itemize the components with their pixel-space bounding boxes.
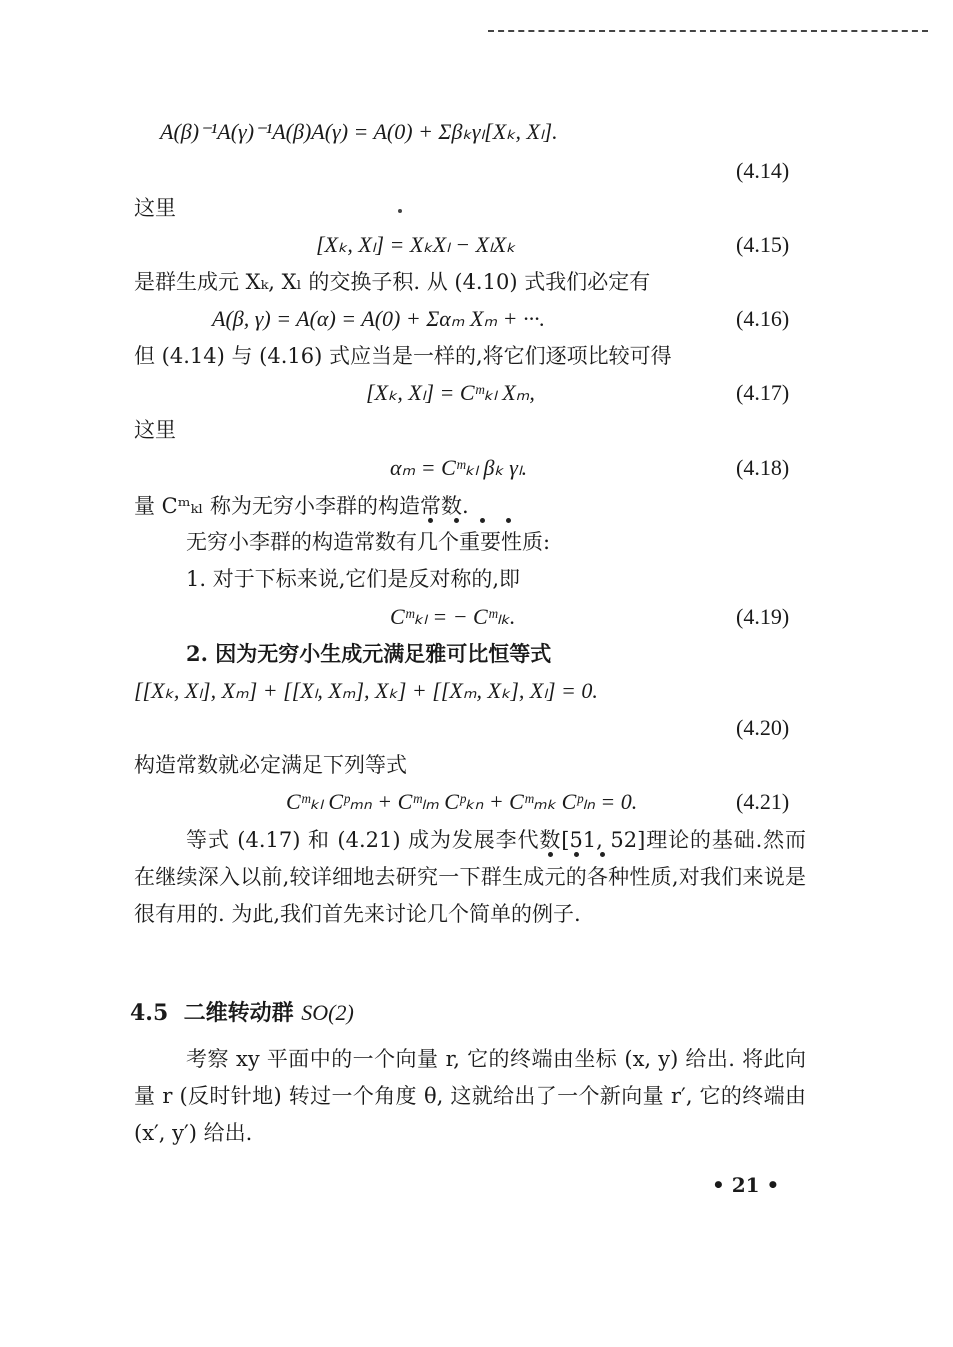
equation-number-4-17: (4.17) <box>736 380 790 405</box>
equation-4-16: A(β, γ) = A(α) = A(0) + Σαₘ Xₘ + ···. <box>212 306 546 331</box>
text-structure-constant: 量 Cᵐₖₗ 称为无穷小李群的构造常数. <box>134 494 469 518</box>
page-number: • 21 • <box>712 1173 780 1197</box>
text-satisfy: 构造常数就必定满足下列等式 <box>134 753 407 777</box>
equation-4-21: Cᵐₖₗ Cᵖₘₙ + Cᵐₗₘ Cᵖₖₙ + Cᵐₘₖ Cᵖₗₙ = 0. <box>286 789 638 814</box>
text-here-1: 这里 <box>134 196 176 220</box>
emphasis-dot <box>454 518 459 523</box>
equation-4-17: [Xₖ, Xₗ] = Cᵐₖₗ Xₘ, <box>366 380 535 405</box>
list-item-1: 1. 对于下标来说,它们是反对称的,即 <box>186 567 521 591</box>
emphasis-dot <box>574 852 579 857</box>
emphasis-dot <box>506 518 511 523</box>
equation-number-4-16: (4.16) <box>736 306 790 331</box>
paragraph-basis: 等式 (4.17) 和 (4.21) 成为发展李代数[51, 52]理论的基础.然而在继续深入以前,较详细地去研究一下群生成元的各种性质,对我们来说是很有用的. 为此,我们首先来讨论几个简单的例子. <box>134 828 806 926</box>
equation-4-18: αₘ = Cᵐₖₗ βₖ γₗ. <box>390 455 528 480</box>
text-commutator: 是群生成元 Xₖ, Xₗ 的交换子积. 从 (4.10) 式我们必定有 <box>134 270 651 294</box>
emphasis-dot <box>548 852 553 857</box>
equation-number-4-15: (4.15) <box>736 232 790 257</box>
section-title: 二维转动群 <box>183 1000 294 1026</box>
equation-number-4-20: (4.20) <box>736 715 790 740</box>
equation-4-20: [[Xₖ, Xₗ], Xₘ] + [[Xₗ, Xₘ], Xₖ] + [[Xₘ, Xₖ], Xₗ] = 0. <box>134 678 598 703</box>
equation-number-4-18: (4.18) <box>736 455 790 480</box>
equation-4-19: Cᵐₖₗ = − Cᵐₗₖ. <box>390 604 516 629</box>
section-title-math: SO(2) <box>301 1000 354 1025</box>
text-properties: 无穷小李群的构造常数有几个重要性质: <box>186 530 551 554</box>
equation-number-4-14: (4.14) <box>736 158 790 183</box>
paragraph-consider: 考察 xy 平面中的一个向量 r, 它的终端由坐标 (x, y) 给出. 将此向量 r (反时针地) 转过一个角度 θ, 这就给出了一个新向量 r′, 它的终端由 (x′, y′) 给出. <box>134 1047 806 1145</box>
emphasis-dot <box>600 852 605 857</box>
equation-4-15: [Xₖ, Xₗ] = XₖXₗ − XₗXₖ <box>316 232 516 257</box>
stray-mark <box>398 209 402 213</box>
emphasis-dot <box>480 518 485 523</box>
text-compare: 但 (4.14) 与 (4.16) 式应当是一样的,将它们逐项比较可得 <box>134 344 672 368</box>
equation-4-14: A(β)⁻¹A(γ)⁻¹A(β)A(γ) = A(0) + Σβₖγₗ[Xₖ, Xₗ]. <box>160 119 558 144</box>
section-number: 4.5 <box>130 1000 169 1026</box>
section-heading <box>130 996 354 1027</box>
text-here-2: 这里 <box>134 418 176 442</box>
equation-number-4-21: (4.21) <box>736 789 790 814</box>
emphasis-dot <box>428 518 433 523</box>
header-dash-rule <box>488 30 928 32</box>
equation-number-4-19: (4.19) <box>736 604 790 629</box>
list-item-2: 2. 因为无穷小生成元满足雅可比恒等式 <box>186 641 552 666</box>
